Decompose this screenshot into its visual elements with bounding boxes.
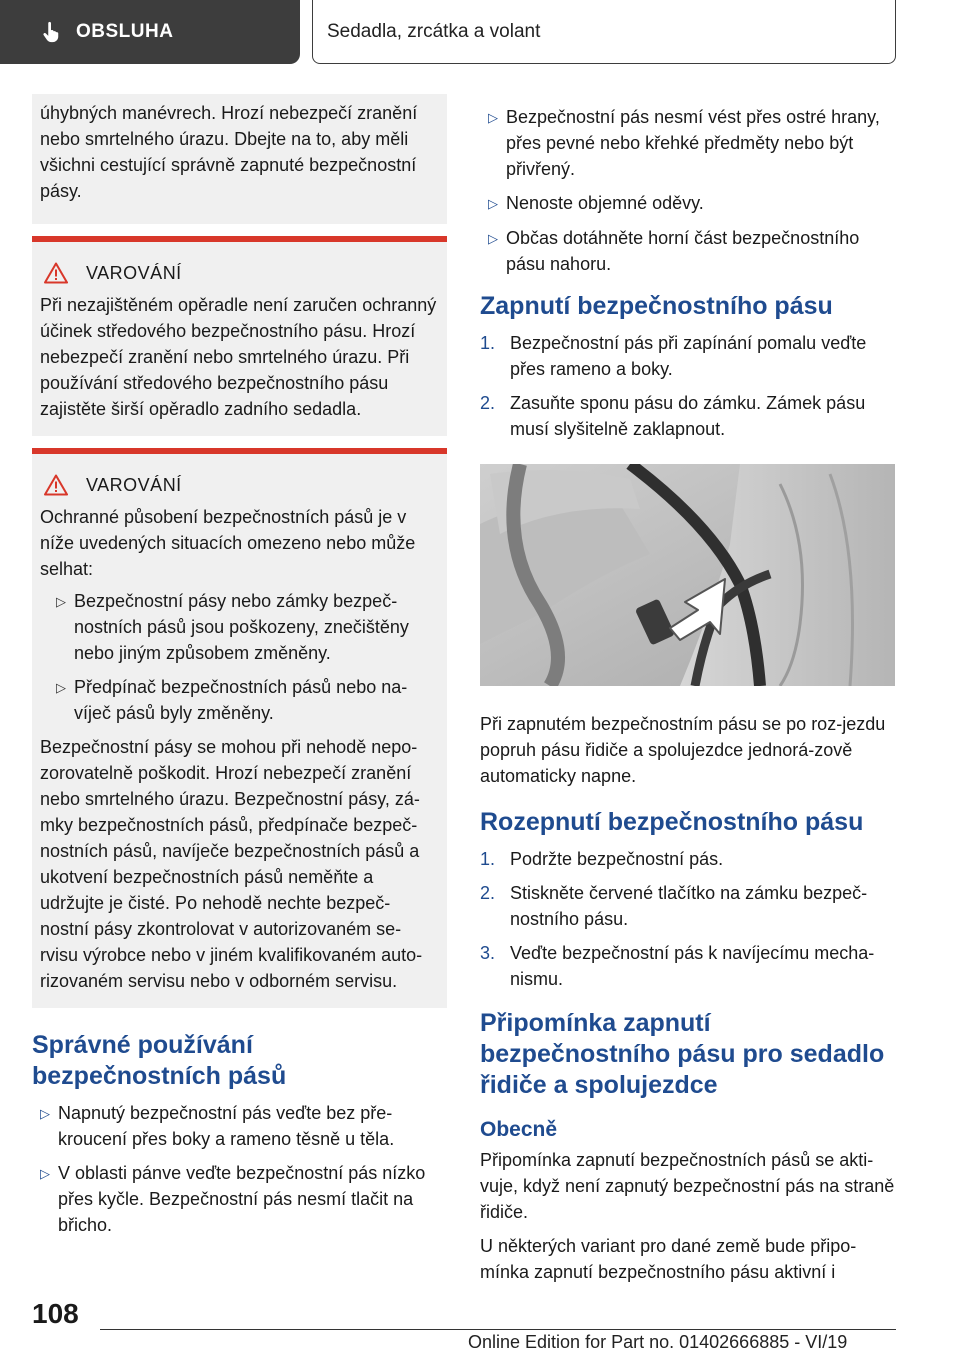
- seatbelt-buckle-illustration: [480, 464, 895, 686]
- section-heading: Připomínka zapnutí bezpečnostního pásu pro sedadlo řidiče a spolujezdce: [480, 1009, 885, 1099]
- warning-header: [40, 260, 439, 286]
- list-item: ▷ Napnutý bezpečnostní pás veďte bez pře-kroucení přes boky a rameno těsně u těla.: [32, 1100, 447, 1152]
- paragraph: Připomínka zapnutí bezpečnostních pásů se akti-vuje, když není zapnutý bezpečnostní pás na straně řidiče.: [480, 1150, 895, 1222]
- step-item: 3. Veďte bezpečnostní pás k navíjecímu mecha-nismu.: [480, 943, 875, 989]
- step-item: 2. Zasuňte sponu pásu do zámku. Zámek pásu musí slyšitelně zaklapnout.: [480, 393, 866, 439]
- edition-text: Online Edition for Part no. 01402666885 - VI/19: [468, 1332, 848, 1352]
- subsection-heading: Obecně: [480, 1118, 558, 1141]
- triangle-bullet-icon: ▷: [488, 231, 498, 246]
- step-item: 1. Podržte bezpečnostní pás.: [480, 849, 724, 869]
- triangle-bullet-icon: ▷: [488, 110, 498, 125]
- warning-text: Ochranné působení bezpečnostních pásů je v níže uvedených situacích omezeno nebo může selhat:: [40, 507, 416, 579]
- hand-pointer-icon: [40, 21, 62, 43]
- triangle-bullet-icon: ▷: [56, 680, 66, 695]
- warning-box: [32, 236, 447, 436]
- fasten-steps: [480, 330, 895, 442]
- list-item: ▷ Bezpečnostní pásy nebo zámky bezpeč-nostních pásů jsou poškozeny, znečištěny nebo jiným způsobem změněny.: [48, 588, 439, 666]
- triangle-bullet-icon: ▷: [40, 1106, 50, 1121]
- warning-list: [48, 588, 439, 726]
- section-heading: Zapnutí bezpečnostního pásu: [480, 292, 833, 320]
- step-item: 2. Stiskněte červené tlačítko na zámku bezpeč-nostního pásu.: [480, 883, 868, 929]
- list-item: ▷ V oblasti pánve veďte bezpečnostní pás nízko přes kyčle. Bezpečnostní pás nesmí tlačit na břicho.: [32, 1160, 447, 1238]
- step-item: 1. Bezpečnostní pás při zapínání pomalu veďte přes rameno a boky.: [480, 333, 867, 379]
- after-image-text: Při zapnutém bezpečnostním pásu se po roz-jezdu popruh pásu řidiče a spolujezdce jednorá-zově automaticky napne.: [480, 714, 886, 786]
- list-item: ▷ Předpínač bezpečnostních pásů nebo na-víječ pásů byly změněny.: [48, 674, 439, 726]
- section-label: OBSLUHA: [76, 21, 174, 42]
- intro-text: úhybných manévrech. Hrozí nebezpečí zranění nebo smrtelného úrazu. Dbejte na to, aby měli všichni cestující správně zapnuté bezpečnostní pásy.: [40, 103, 418, 201]
- warning-text-continued: Bezpečnostní pásy se mohou při nehodě nepo-zorovatelně poškodit. Hrozí nebezpečí zranění nebo smrtelného úrazu. Bezpečnostní pásy, zá-mky bezpečnostních pásů, předpínače bezpeč-nostních pásů, navíječe bezpečnostních pásů a ukotvení bezpečnostních pásů neměňte a udržujte je čisté. Po nehodě nechte bezpeč-nostní pásy zkontrolovat v autorizovaném se-rvisu výrobce nebo v jiném kvalifikovaném auto-rizovaném servisu nebo v odborném servisu.: [40, 737, 423, 991]
- chapter-header: [312, 0, 896, 64]
- warning-label: VAROVÁNÍ: [86, 263, 182, 283]
- left-column: [32, 94, 447, 1246]
- section-tab: [0, 0, 300, 64]
- triangle-bullet-icon: ▷: [40, 1166, 50, 1181]
- section-heading: Správné používání bezpečnostních pásů: [32, 1031, 287, 1090]
- warning-label: VAROVÁNÍ: [86, 475, 182, 495]
- warning-box: [32, 448, 447, 1008]
- warning-triangle-icon: [44, 474, 68, 496]
- warning-header: [40, 472, 439, 498]
- warning-text: Při nezajištěném opěradle není zaručen ochranný účinek středového bezpečnostního pásu. Hrozí nebezpečí zranění nebo smrtelného úrazu. Při používání středového bezpečnostního pásu zajistěte širší opěradlo zadního sedadla.: [40, 295, 437, 419]
- triangle-bullet-icon: ▷: [488, 196, 498, 211]
- list-item: ▷ Bezpečnostní pás nesmí vést přes ostré hrany, přes pevné nebo křehké předměty nebo být přivřený.: [480, 104, 895, 182]
- intro-box: [32, 94, 447, 224]
- usage-list-continued: [480, 104, 895, 277]
- triangle-bullet-icon: ▷: [56, 594, 66, 609]
- section-heading: Rozepnutí bezpečnostního pásu: [480, 808, 864, 836]
- right-column: [480, 104, 895, 1285]
- usage-list: [32, 1100, 447, 1238]
- unfasten-steps: [480, 846, 895, 992]
- footer-divider: [100, 1329, 896, 1330]
- page-number: 108: [32, 1298, 79, 1329]
- warning-triangle-icon: [44, 262, 68, 284]
- list-item: ▷ Nenoste objemné oděvy.: [480, 190, 895, 217]
- paragraph: U některých variant pro dané země bude připo-mínka zapnutí bezpečnostního pásu aktivní i: [480, 1236, 857, 1282]
- chapter-title: Sedadla, zrcátka a volant: [327, 20, 541, 42]
- list-item: ▷ Občas dotáhněte horní část bezpečnostního pásu nahoru.: [480, 225, 895, 277]
